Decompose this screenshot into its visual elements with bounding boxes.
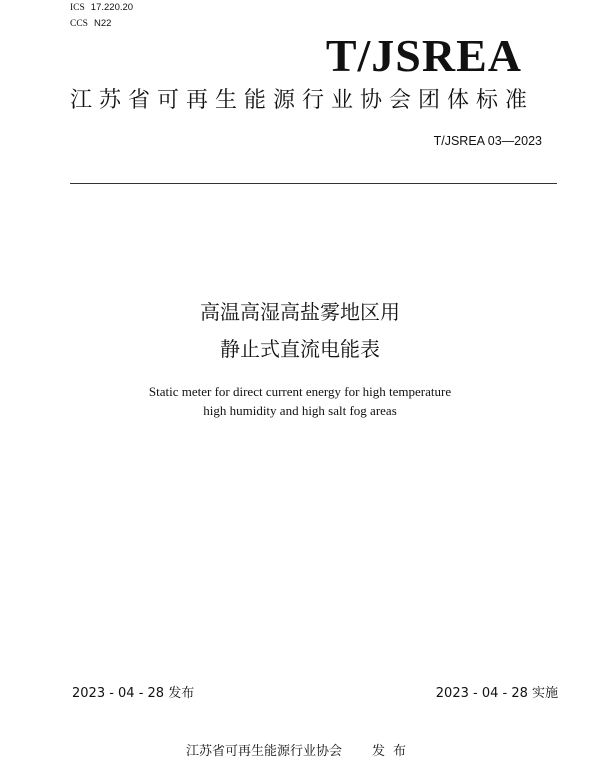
- ics-value: 17.220.20: [90, 2, 134, 13]
- title-cn-line1: 高温高湿高盐雾地区用: [200, 300, 400, 324]
- title-cn-line2: 静止式直流电能表: [220, 337, 380, 361]
- standard-brand: T/JSREA: [325, 30, 522, 81]
- classification-codes: [70, 0, 133, 32]
- issuer-line: [0, 744, 600, 760]
- ics-code: [70, 0, 133, 16]
- issue-action: 发布: [372, 744, 415, 759]
- title-en-line2: high humidity and high salt fog areas: [203, 403, 397, 418]
- ccs-label: CCS: [70, 19, 88, 29]
- organization-name: 江苏省可再生能源行业协会团体标准: [70, 88, 535, 113]
- ics-label: ICS: [70, 3, 85, 13]
- publish-date: 2023 - 04 - 28 发布: [72, 686, 195, 701]
- ccs-value: N22: [93, 18, 112, 29]
- standard-number: T/JSREA 03—2023: [433, 134, 542, 148]
- implementation-date: 2023 - 04 - 28 实施: [435, 686, 558, 701]
- issuer-name: 江苏省可再生能源行业协会: [185, 744, 342, 759]
- ccs-code: [70, 16, 133, 32]
- header-divider: [70, 183, 557, 184]
- title-en-line1: Static meter for direct current energy for high temperature: [148, 384, 452, 399]
